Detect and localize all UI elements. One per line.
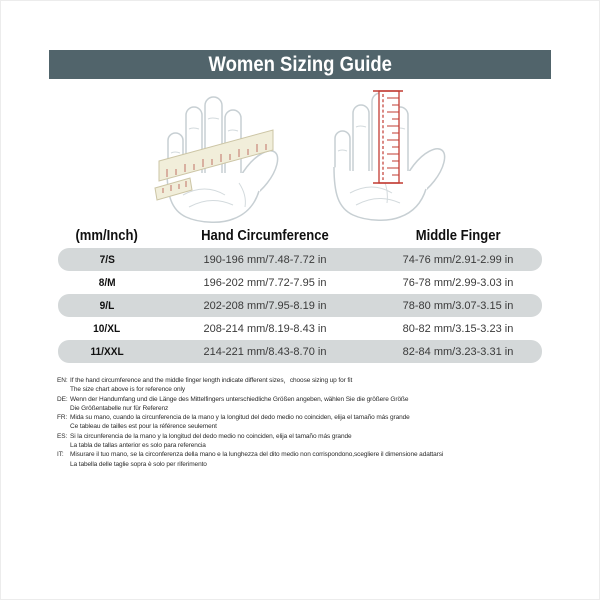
middle-finger-value: 80-82 mm/3.15-3.23 in [402,322,514,335]
middle-finger-value: 74-76 mm/2.91-2.99 in [402,253,514,266]
title-bar [49,50,551,79]
note-line: Misurare il tuo mano, se la circonferenza della mano e la lunghezza del dito medio non corrispondono,scegliere il dimensione adattarsi [70,451,444,459]
footnotes [57,376,545,469]
size-label: 7/S [99,253,115,266]
hand-circumference-value: 214-221 mm/8.43-8.70 in [203,345,327,358]
table-row [58,271,542,294]
column-header-middle-finger: Middle Finger [415,228,501,244]
table-row [58,294,542,317]
note-line: Si la circunferencia de la mano y la longitud del dedo medio no coinciden, elija el tamaño más grande [70,432,352,440]
note-line: If the hand circumference and the middle finger length indicate different sizes，choose sizing up for fit [70,377,353,384]
size-label: 9/L [99,299,115,312]
column-header-size: (mm/Inch) [75,228,139,244]
note-line: Wenn der Handumfang und die Länge des Mittelfingers unterschiedliche Größen angeben, wählen Sie die größere Größe [70,395,409,403]
size-label: 11/XXL [90,345,124,358]
note-lang-label: FR: [57,414,68,422]
note-lang-label: IT: [57,451,64,459]
note-line: La tabella delle taglie sopra è solo per riferimento [70,460,207,468]
hand-circumference-value: 196-202 mm/7.72-7.95 in [203,276,327,289]
hand-circumference-value: 208-214 mm/8.19-8.43 in [203,322,327,335]
middle-finger-illustration [323,83,458,223]
note-line: The size chart above is for reference only [70,386,186,394]
note-it [57,450,545,469]
hand-circumference-illustration [153,83,288,223]
table-header-row [58,225,542,247]
middle-finger-value: 78-80 mm/3.07-3.15 in [402,299,514,312]
table-row [58,317,542,340]
hand-circumference-value: 202-208 mm/7.95-8.19 in [203,299,327,312]
note-lang-label: DE: [57,395,68,403]
middle-finger-value: 76-78 mm/2.99-3.03 in [402,276,514,289]
illustrations [0,83,600,223]
hand-circumference-value: 190-196 mm/7.48-7.72 in [203,253,327,266]
note-en [57,376,545,395]
note-line: Mida su mano, cuando la circunferencia de la mano y la longitud del dedo medio no coinciden, elija el tamaño más grande [70,414,410,422]
note-lang-label: ES: [57,432,68,440]
note-line: Ce tableau de tailles est pour la référence seulement [70,423,217,431]
column-header-hand-circumference: Hand Circumference [201,228,329,244]
table-row [58,340,542,363]
table-row [58,248,542,271]
note-de [57,395,545,414]
note-line: Die Größentabelle nur für Referenz [70,404,169,412]
size-label: 10/XL [93,322,121,335]
page-title: Women Sizing Guide [208,52,392,76]
size-label: 8/M [98,276,116,289]
sizing-table [58,225,542,363]
note-lang-label: EN: [57,377,68,384]
note-es [57,432,545,451]
note-line: La tabla de tallas anterior es solo para referencia [70,442,206,450]
note-fr [57,413,545,432]
middle-finger-value: 82-84 mm/3.23-3.31 in [402,345,514,358]
